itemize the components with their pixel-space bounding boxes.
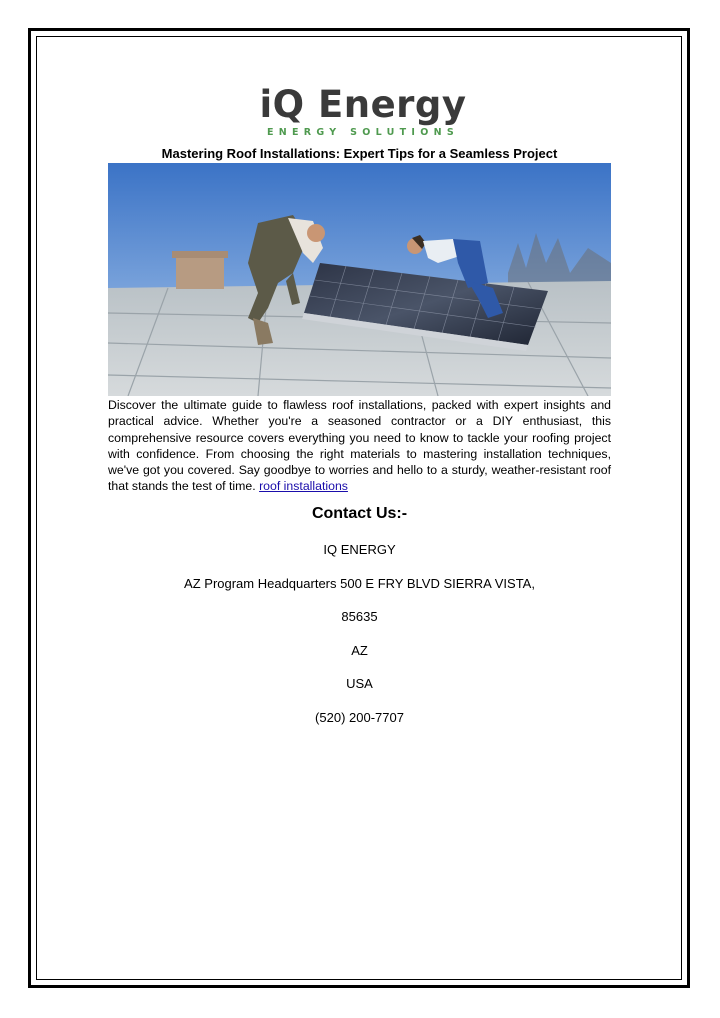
logo-tagline: ENERGY SOLUTIONS bbox=[266, 127, 460, 138]
solar-installation-photo bbox=[108, 163, 611, 396]
document-title: Mastering Roof Installations: Expert Tips for a Seamless Project bbox=[161, 146, 558, 161]
contact-country: USA bbox=[346, 676, 373, 691]
article-paragraph: Discover the ultimate guide to flawless roof installations, packed with expert insights and practical advice. Whether you're a seasoned contractor or a DIY enthusiast, this comprehensive resource covers everything you need to know to tackle your roofing project with confidence. From choosing the right materials to mastering installation techniques, we've got you covered. Say goodbye to worries and hello to a sturdy, weather-resistant roof that stands the test of time. bbox=[108, 398, 611, 494]
article-body bbox=[108, 397, 611, 495]
contact-zip: 85635 bbox=[341, 609, 378, 624]
contact-state: AZ bbox=[351, 643, 368, 658]
contact-heading: Contact Us:- bbox=[311, 505, 408, 522]
contact-phone: (520) 200-7707 bbox=[315, 710, 404, 725]
company-logo bbox=[258, 85, 468, 137]
logo-wordmark: iQ Energy bbox=[259, 83, 467, 126]
roof-installations-link[interactable]: roof installations bbox=[259, 479, 348, 494]
contact-address: AZ Program Headquarters 500 E FRY BLVD SIERRA VISTA, bbox=[184, 576, 535, 591]
contact-company: IQ ENERGY bbox=[323, 542, 396, 557]
